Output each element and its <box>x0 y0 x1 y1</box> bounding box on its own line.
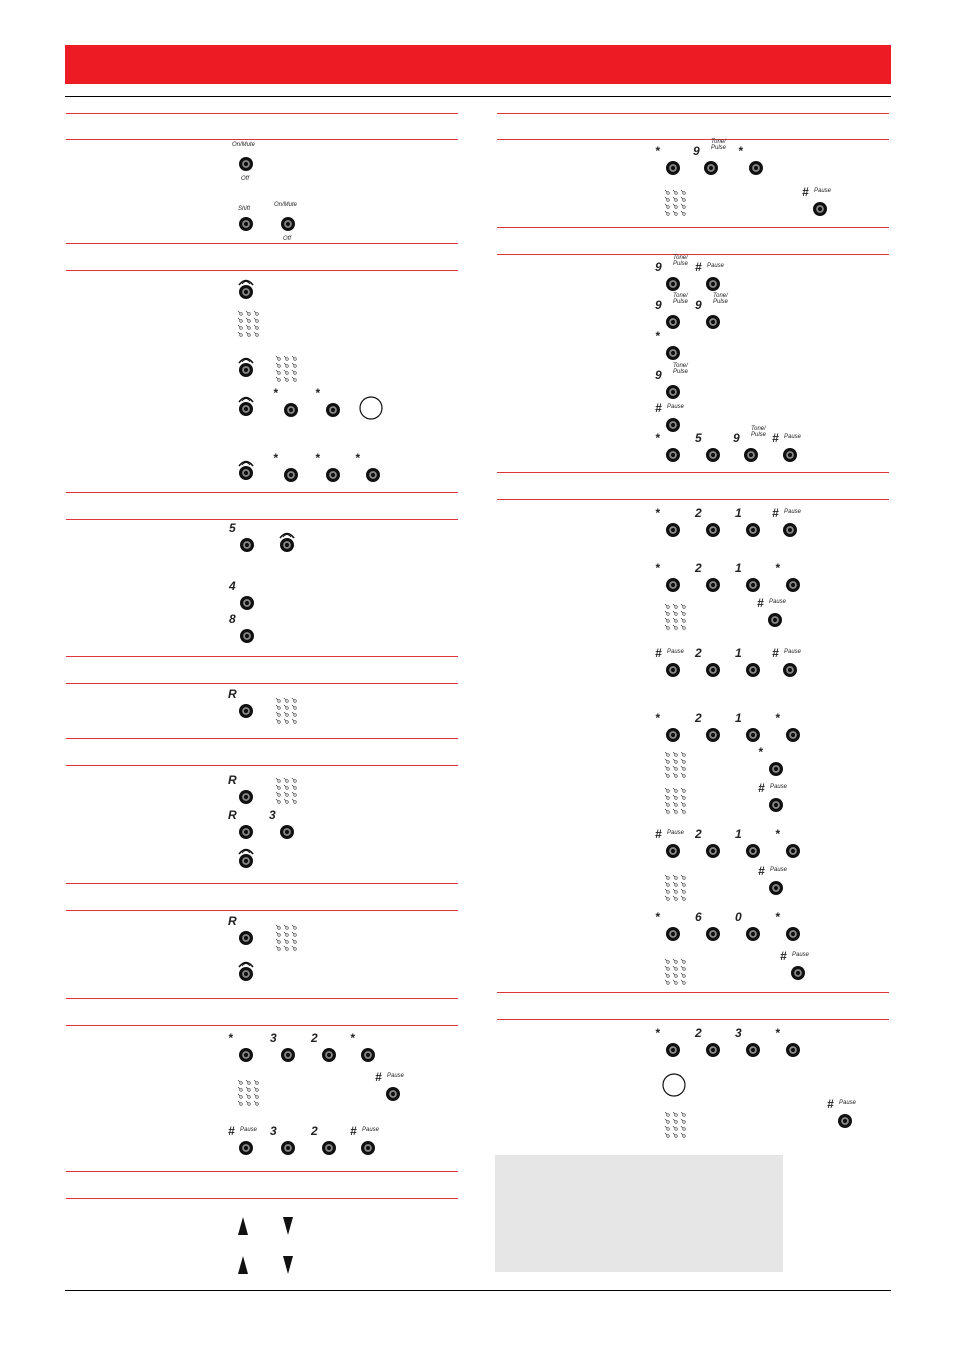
key-label: Pause <box>667 404 685 410</box>
section-rule <box>66 139 458 140</box>
key-label: Pause <box>667 649 685 655</box>
star-key[interactable] <box>781 1038 805 1062</box>
key-label: 1 <box>735 711 742 725</box>
star-key[interactable] <box>321 398 345 422</box>
section-rule <box>66 910 458 911</box>
keypad-icon[interactable] <box>237 1078 261 1108</box>
star-key[interactable] <box>781 723 805 747</box>
digit-key[interactable] <box>235 624 259 648</box>
keypad-icon[interactable] <box>275 923 299 953</box>
key-label: 8 <box>229 612 236 626</box>
key-label: * <box>775 1026 780 1040</box>
star-key[interactable] <box>361 463 385 487</box>
keypad-icon[interactable] <box>275 696 299 726</box>
tone-pulse-key[interactable] <box>661 310 685 334</box>
key-label: * <box>655 561 660 575</box>
digit-key[interactable] <box>741 1038 765 1062</box>
key-label: * <box>315 451 320 465</box>
key-label: 2 <box>311 1124 318 1138</box>
header-banner <box>65 45 891 84</box>
key-label: 3 <box>270 1124 277 1138</box>
section-rule <box>66 765 458 766</box>
section-rule <box>66 270 458 271</box>
hash-key[interactable] <box>778 518 802 542</box>
digit-key[interactable] <box>276 1043 300 1067</box>
recall-key[interactable] <box>234 785 258 809</box>
key-label: 4 <box>229 579 236 593</box>
on-mute-key[interactable] <box>234 152 258 176</box>
hash-key[interactable] <box>778 443 802 467</box>
star-key[interactable] <box>279 398 303 422</box>
handset-icon <box>238 960 254 968</box>
key-label: Pause <box>839 1100 857 1106</box>
section-rule <box>497 113 889 114</box>
key-label: 9 <box>655 298 662 312</box>
hash-key[interactable] <box>661 413 685 437</box>
handset-icon <box>238 847 254 855</box>
section-rule <box>66 1171 458 1172</box>
digit-key[interactable] <box>701 922 725 946</box>
key-label: * <box>355 451 360 465</box>
key-label: 9 <box>655 260 662 274</box>
keypad-icon[interactable] <box>275 776 299 806</box>
keypad-icon[interactable] <box>664 873 688 903</box>
star-key[interactable] <box>781 922 805 946</box>
tone-pulse-key[interactable] <box>739 443 763 467</box>
section-rule <box>66 998 458 999</box>
key-label: 2 <box>695 711 702 725</box>
key-label: 9 <box>733 431 740 445</box>
hash-key[interactable] <box>786 961 810 985</box>
key-label: * <box>315 386 320 400</box>
key-label: 9 <box>695 298 702 312</box>
key-label: # <box>695 260 702 274</box>
key-label: # <box>375 1070 382 1084</box>
note-box <box>495 1155 783 1272</box>
keypad-icon[interactable] <box>275 354 299 384</box>
key-label: Pause <box>362 1127 380 1133</box>
footer-rule <box>65 1290 891 1291</box>
arrow-down-icon[interactable] <box>282 1216 294 1236</box>
key-label: # <box>757 596 764 610</box>
hash-key[interactable] <box>381 1082 405 1106</box>
section-rule <box>497 992 889 993</box>
key-label: * <box>273 451 278 465</box>
key-label: Pulse <box>673 299 689 305</box>
digit-key[interactable] <box>741 723 765 747</box>
recall-key[interactable] <box>234 926 258 950</box>
key-label: Pulse <box>673 369 689 375</box>
hash-key[interactable] <box>764 793 788 817</box>
key-label: 5 <box>229 521 236 535</box>
keypad-icon[interactable] <box>664 957 688 987</box>
key-label: Off <box>241 176 250 182</box>
key-label: 3 <box>269 808 276 822</box>
key-label: Pulse <box>713 299 729 305</box>
key-label: Pause <box>667 830 685 836</box>
section-rule <box>66 519 458 520</box>
keypad-icon[interactable] <box>664 786 688 816</box>
key-label: * <box>775 561 780 575</box>
key-label: # <box>802 185 809 199</box>
hash-key[interactable] <box>661 658 685 682</box>
key-label: 5 <box>695 431 702 445</box>
hash-key[interactable] <box>661 839 685 863</box>
key-label: Pause <box>770 867 788 873</box>
keypad-icon[interactable] <box>664 750 688 780</box>
hash-key[interactable] <box>833 1109 857 1133</box>
star-key[interactable] <box>661 723 685 747</box>
key-label: Pause <box>387 1073 405 1079</box>
handset-icon <box>238 356 254 364</box>
key-label: 1 <box>735 646 742 660</box>
key-label: Off <box>283 236 292 242</box>
key-label: Tone/ <box>713 293 728 299</box>
star-key[interactable] <box>781 573 805 597</box>
digit-key[interactable] <box>701 839 725 863</box>
arrow-up-icon[interactable] <box>237 1255 249 1275</box>
key-label: Pause <box>784 649 802 655</box>
digit-key[interactable] <box>701 1038 725 1062</box>
key-label: 1 <box>735 506 742 520</box>
digit-key[interactable] <box>275 820 299 844</box>
handset-icon <box>279 531 295 539</box>
section-rule <box>497 254 889 255</box>
key-label: Tone/ <box>673 293 688 299</box>
key-label: 2 <box>311 1031 318 1045</box>
star-key[interactable] <box>661 922 685 946</box>
handset-icon <box>238 459 254 467</box>
section-rule <box>497 1019 889 1020</box>
key-label: R <box>228 914 237 928</box>
section-rule <box>66 1198 458 1199</box>
key-label: R <box>228 687 237 701</box>
key-label: Shift <box>238 206 251 212</box>
tone-pulse-key[interactable] <box>699 156 723 180</box>
hash-key[interactable] <box>356 1136 380 1160</box>
star-key[interactable] <box>279 463 303 487</box>
key-label: Tone/ <box>673 255 688 261</box>
key-label: 2 <box>695 1026 702 1040</box>
hash-key[interactable] <box>778 658 802 682</box>
key-label: # <box>655 401 662 415</box>
shift-key[interactable] <box>234 212 258 236</box>
digit-key[interactable] <box>741 658 765 682</box>
key-label: Pause <box>707 263 725 269</box>
recall-key[interactable] <box>234 820 258 844</box>
section-rule <box>66 656 458 657</box>
digit-key[interactable] <box>741 518 765 542</box>
key-label: # <box>655 827 662 841</box>
key-label: * <box>758 745 763 759</box>
key-label: 0 <box>735 910 742 924</box>
key-label: # <box>350 1124 357 1138</box>
blank-key-icon[interactable] <box>359 396 383 420</box>
digit-key[interactable] <box>235 591 259 615</box>
section-rule <box>66 492 458 493</box>
key-label: Tone/ <box>673 363 688 369</box>
star-key[interactable] <box>661 341 685 365</box>
star-key[interactable] <box>356 1043 380 1067</box>
key-label: Pause <box>769 599 787 605</box>
key-label: Pulse <box>673 261 689 267</box>
tone-pulse-key[interactable] <box>661 380 685 404</box>
key-label: # <box>758 781 765 795</box>
section-rule <box>497 499 889 500</box>
star-key[interactable] <box>764 757 788 781</box>
section-rule <box>66 243 458 244</box>
key-label: 2 <box>695 506 702 520</box>
key-label: R <box>228 773 237 787</box>
keypad-icon[interactable] <box>237 309 261 339</box>
star-key[interactable] <box>234 1043 258 1067</box>
key-label: Pause <box>784 509 802 515</box>
digit-key[interactable] <box>741 573 765 597</box>
header-rule <box>65 96 891 97</box>
star-key[interactable] <box>744 156 768 180</box>
key-label: * <box>273 386 278 400</box>
digit-key[interactable] <box>701 658 725 682</box>
key-label: # <box>758 864 765 878</box>
key-label: 2 <box>695 827 702 841</box>
star-key[interactable] <box>321 463 345 487</box>
key-label: * <box>655 910 660 924</box>
key-label: Pause <box>792 952 810 958</box>
keypad-icon[interactable] <box>664 602 688 632</box>
key-label: * <box>655 144 660 158</box>
star-key[interactable] <box>661 518 685 542</box>
key-label: # <box>772 646 779 660</box>
key-label: Pause <box>240 1127 258 1133</box>
key-label: * <box>738 144 743 158</box>
section-rule <box>497 139 889 140</box>
key-label: * <box>655 506 660 520</box>
section-rule <box>66 113 458 114</box>
key-label: # <box>772 431 779 445</box>
key-label: * <box>228 1031 233 1045</box>
star-key[interactable] <box>661 156 685 180</box>
key-label: * <box>655 711 660 725</box>
keypad-icon[interactable] <box>664 1110 688 1140</box>
key-label: 9 <box>693 144 700 158</box>
digit-key[interactable] <box>276 1136 300 1160</box>
key-label: Tone/ <box>711 139 726 145</box>
key-label: # <box>827 1097 834 1111</box>
key-label: 2 <box>695 646 702 660</box>
key-label: * <box>350 1031 355 1045</box>
handset-icon <box>238 278 254 286</box>
key-label: # <box>772 506 779 520</box>
tone-pulse-key[interactable] <box>701 310 725 334</box>
key-label: Pulse <box>751 432 767 438</box>
key-label: 3 <box>735 1026 742 1040</box>
star-key[interactable] <box>661 1038 685 1062</box>
digit-key[interactable] <box>235 533 259 557</box>
key-label: 9 <box>655 368 662 382</box>
key-label: 1 <box>735 827 742 841</box>
digit-key[interactable] <box>701 518 725 542</box>
hash-key[interactable] <box>234 1136 258 1160</box>
key-label: On/Mute <box>274 202 298 208</box>
key-label: Pause <box>784 434 802 440</box>
digit-key[interactable] <box>317 1043 341 1067</box>
key-label: 6 <box>695 910 702 924</box>
key-label: R <box>228 808 237 822</box>
section-rule <box>497 227 889 228</box>
digit-key[interactable] <box>317 1136 341 1160</box>
key-label: Pulse <box>711 145 727 151</box>
digit-key[interactable] <box>701 573 725 597</box>
on-mute-key[interactable] <box>276 212 300 236</box>
key-label: 3 <box>270 1031 277 1045</box>
blank-key-icon[interactable] <box>662 1073 686 1097</box>
digit-key[interactable] <box>741 922 765 946</box>
keypad-icon[interactable] <box>664 188 688 218</box>
section-rule <box>66 738 458 739</box>
hash-key[interactable] <box>764 876 788 900</box>
key-label: * <box>775 711 780 725</box>
section-rule <box>66 683 458 684</box>
section-rule <box>66 883 458 884</box>
key-label: 2 <box>695 561 702 575</box>
key-label: * <box>775 827 780 841</box>
star-key[interactable] <box>781 839 805 863</box>
key-label: * <box>775 910 780 924</box>
key-label: 1 <box>735 561 742 575</box>
digit-key[interactable] <box>701 723 725 747</box>
section-rule <box>66 1025 458 1026</box>
digit-key[interactable] <box>701 443 725 467</box>
key-label: # <box>655 646 662 660</box>
key-label: * <box>655 1026 660 1040</box>
key-label: Pause <box>770 784 788 790</box>
key-label: * <box>655 329 660 343</box>
key-label: # <box>780 949 787 963</box>
star-key[interactable] <box>661 443 685 467</box>
section-rule <box>497 472 889 473</box>
key-label: On/Mute <box>232 142 256 148</box>
key-label: Pause <box>814 188 832 194</box>
star-key[interactable] <box>661 573 685 597</box>
handset-icon <box>238 395 254 403</box>
arrow-up-icon[interactable] <box>237 1216 249 1236</box>
hash-key[interactable] <box>808 197 832 221</box>
key-label: Tone/ <box>751 426 766 432</box>
digit-key[interactable] <box>741 839 765 863</box>
arrow-down-icon[interactable] <box>282 1255 294 1275</box>
key-label: # <box>228 1124 235 1138</box>
recall-key[interactable] <box>234 699 258 723</box>
hash-key[interactable] <box>763 608 787 632</box>
key-label: * <box>655 431 660 445</box>
